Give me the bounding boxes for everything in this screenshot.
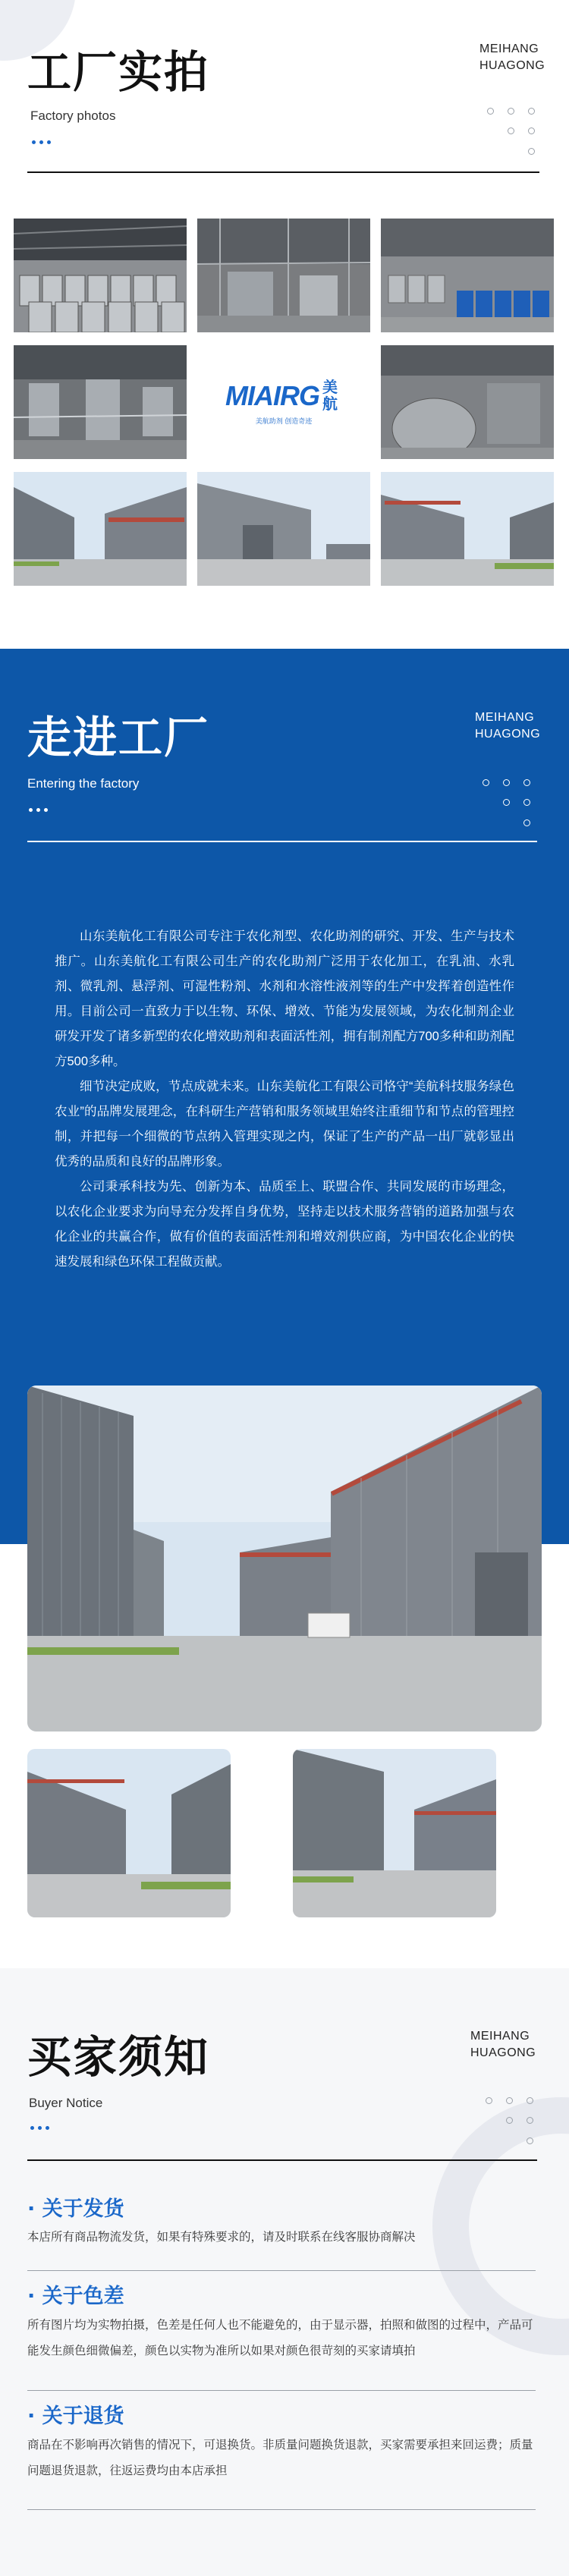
factory-photo-exterior-2: [197, 472, 370, 586]
section-subtitle: Entering the factory: [27, 776, 140, 791]
company-logo: [197, 345, 370, 459]
section-subtitle: Buyer Notice: [29, 2096, 103, 2110]
factory-photo-exterior-3: [381, 472, 554, 586]
section-title: 走进工厂: [27, 712, 210, 763]
notice-heading-shipping: · 关于发货: [27, 2197, 124, 2221]
logo-wordmark: MIAIRG: [225, 379, 319, 411]
factory-photo-small-1: [27, 1749, 231, 1917]
notice-heading-returns: · 关于退货: [27, 2405, 124, 2428]
brand-name: [470, 2028, 536, 2062]
notice-separator: [27, 2509, 536, 2510]
divider: [27, 171, 539, 173]
company-intro: [55, 924, 514, 1275]
brand-line-1: MEIHANG: [475, 711, 535, 724]
notice-separator: [27, 2270, 536, 2271]
section-title: 买家须知: [27, 2031, 210, 2083]
ring-dots-icon: [487, 106, 548, 167]
notice-separator: [27, 2390, 536, 2391]
divider: [27, 841, 537, 842]
factory-photo-barrels: [14, 219, 187, 332]
notice-body-returns: 商品在不影响再次销售的情况下，可退换货。非质量问题换货退款，买家需要承担来回运费；质量问题退货退款，往返运费均由本店承担: [27, 2439, 533, 2477]
intro-paragraph-3: 公司秉承科技为先、创新为本、品质至上、联盟合作、共同发展的市场理念，以农化企业要求为向导充分发挥自身优势，坚持走以技术服务营销的道路加强与农化企业的共赢合作，做有价值的表面活性剂和增效剂供应商，为中国农化企业的快速发展和绿色环保工程做贡献。: [55, 1180, 514, 1269]
factory-photo-workshop: [197, 219, 370, 332]
factory-photo-exterior-1: [14, 472, 187, 586]
dots-icon: [32, 140, 51, 144]
brand-line-1: MEIHANG: [479, 42, 539, 55]
dots-icon: [30, 2126, 49, 2130]
factory-photo-blue-drums: [381, 219, 554, 332]
dots-icon: [29, 808, 48, 812]
notice-body-shipping: 本店所有商品物流发货，如果有特殊要求的，请及时联系在线客服协商解决: [27, 2231, 416, 2244]
brand-line-2: HUAGONG: [479, 59, 545, 72]
factory-photo-small-2: [293, 1749, 496, 1917]
divider: [27, 2159, 537, 2161]
factory-photo-reactors: [14, 345, 187, 459]
intro-paragraph-2: 细节决定成败，节点成就未来。山东美航化工有限公司恪守“美航科技服务绿色农业”的品牌发展理念，在科研生产营销和服务领域里始终注重细节和节点的管理控制，并把每一个细微的节点纳入管理实现之内，保证了生产的产品一出厂就彰显出优秀的品质和良好的品牌形象。: [55, 1080, 514, 1168]
intro-paragraph-1: 山东美航化工有限公司专注于农化剂型、农化助剂的研究、开发、生产与技术推广。山东美航化工有限公司生产的农化助剂广泛用于农化加工，在乳油、水乳剂、微乳剂、悬浮剂、可湿性粉剂、水剂和水溶性液剂等的生产中发挥着创造性作用。目前公司一直致力于以生物、环保、增效、节能为发展领域，为农化制剂企业研发开发了诸多新型的农化增效助剂和表面活性剂，拥有制剂配方700多种和助剂配方500多种。: [55, 929, 514, 1068]
notice-body-color: 所有图片均为实物拍摄，色差是任何人也不能避免的，由于显示器，拍照和做图的过程中，产品可能发生颜色细微偏差，颜色以实物为准所以如果对颜色很苛刻的买家请填拍: [27, 2319, 533, 2357]
buyer-notice-section: [0, 1968, 569, 2576]
logo-cn-chars: 美航: [322, 379, 338, 413]
notice-heading-color: · 关于色差: [27, 2285, 124, 2308]
brand-line-1: MEIHANG: [470, 2030, 530, 2043]
brand-name: [475, 709, 540, 743]
factory-photos-section: [0, 0, 569, 649]
ring-dots-icon: [483, 778, 543, 838]
brand-name: [479, 41, 545, 74]
section-subtitle: Factory photos: [30, 109, 116, 123]
brand-line-2: HUAGONG: [470, 2046, 536, 2059]
logo-tagline: 美航助剂 创造奇迹: [255, 417, 313, 425]
factory-photo-main: [27, 1386, 542, 1731]
ring-dots-icon: [486, 2096, 546, 2156]
factory-photo-tank-lid: [381, 345, 554, 459]
section-title: 工厂实拍: [27, 46, 210, 98]
brand-line-2: HUAGONG: [475, 728, 541, 741]
